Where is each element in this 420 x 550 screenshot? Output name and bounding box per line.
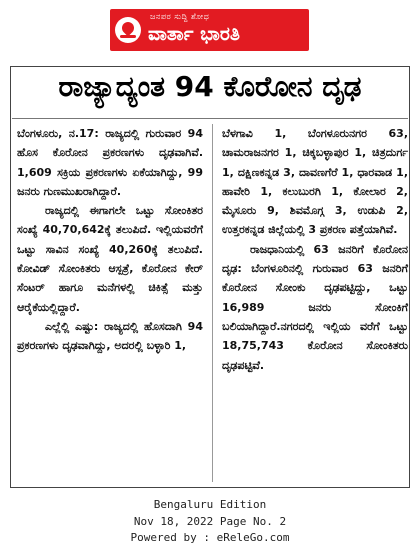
article-paragraph: ಬೆಳಗಾವಿ 1, ಬೆಂಗಳೂರುನಗರ 63, ಚಾಮರಾಜನಗರ 1, ಚಿಕ್ಕಬಳ್ಳಾಪುರ 1, ಚಿತ್ರದುರ್ಗ 1, ದಕ್ಷಿಣಕನ್ನಡ 3, ದಾವಣಗೆರೆ 1, ಧಾರವಾಡ 1, ಹಾವೇರಿ 1, ಕಲುಬುರಗಿ 1, ಕೋಲಾರ 2, ಮೈಸೂರು 9, ಶಿವಮೊಗ್ಗ 3, ಉಡುಪಿ 2, ಉತ್ತರಕನ್ನಡ ಜಿಲ್ಲೆಯಲ್ಲಿ 3 ಪ್ರಕರಣ ಪತ್ತೆಯಾಗಿವೆ. [222,127,408,237]
article-paragraph: ರಾಜಧಾನಿಯಲ್ಲಿ 63 ಜನರಿಗೆ ಕೊರೋನ ದೃಢ: ಬೆಂಗಳೂರಿನಲ್ಲಿ ಗುರುವಾರ 63 ಜನರಿಗೆ ಕೊರೋನ ಸೋಂಕು ದೃಢಪಟ್ಟಿದ್ದು, ಒಟ್ಟು 16,989 ಜನರು ಸೋಂಕಿಗೆ ಬಲಿಯಾಗಿದ್ದಾರೆ.ನಗರದಲ್ಲಿ ಇಲ್ಲಿಯ ವರೆಗೆ ಒಟ್ಟು 18,75,743 ಕೊರೋನ ಸೋಂಕಿತರು ದೃಢಪಟ್ಟಿವೆ. [222,242,408,372]
article-paragraph: ರಾಜ್ಯದಲ್ಲಿ ಈಗಾಗಲೇ ಒಟ್ಟು ಸೋಂಕಿತರ ಸಂಖ್ಯೆ 40,70,642ಕ್ಕೆ ತಲುಪಿದೆ. ಇಲ್ಲಿಯವರೆಗೆ ಒಟ್ಟು ಸಾವಿನ ಸಂಖ್ಯೆ 40,260ಕ್ಕೆ ತಲುಪಿದೆ. ಕೋವಿಡ್ ಸೋಂಕಿತರು ಆಸ್ಪತ್ರೆ, ಕೊರೋನ ಕೇರ್ ಸೆಂಟರ್ ಹಾಗೂ ಮನೆಗಳಲ್ಲಿ ಚಿಕಿತ್ಸೆ ಮತ್ತು ಆರೈಕೆಯಲ್ಲಿದ್ದಾರೆ. [17,204,203,314]
article-column-right [222,124,408,375]
article-column-left [17,124,203,356]
newspaper-name: ವಾರ್ತಾ ಭಾರತಿ [148,23,240,45]
article-paragraph: ಎಲ್ಲೆಲ್ಲಿ ಎಷ್ಟು: ರಾಜ್ಯದಲ್ಲಿ ಹೊಸದಾಗಿ 94 ಪ್ರಕರಣಗಳು ದೃಢವಾಗಿದ್ದು, ಅದರಲ್ಲಿ ಬಳ್ಳಾರಿ 1, [17,319,203,353]
edition-label: Bengaluru Edition [153,498,267,511]
headline-divider [12,118,408,119]
powered-by-label: Powered by : eReleGo.com [130,531,290,544]
date-page-label: Nov 18, 2022 Page No. 2 [133,514,287,528]
newspaper-logo-icon [115,17,141,43]
article-paragraph: ಬೆಂಗಳೂರು, ನ.17: ರಾಜ್ಯದಲ್ಲಿ ಗುರುವಾರ 94 ಹೊಸ ಕೊರೋನ ಪ್ರಕರಣಗಳು ದೃಢವಾಗಿವೆ. 1,609 ಸಕ್ರಿಯ ಪ್ರಕರಣಗಳು ಏಕೆಯಾಗಿದ್ದು, 99 ಜನರು ಗುಣಮುಖರಾಗಿದ್ದಾರೆ. [17,127,203,198]
page-footer [0,497,420,547]
newspaper-masthead [110,9,309,51]
masthead-tagline: ಜನಪರ ಸುದ್ದಿ ಶೋಧ [150,12,210,21]
article-headline: ರಾಜ್ಯಾದ್ಯಂತ 94 ಕೊರೋನ ದೃಢ [58,70,362,103]
column-divider [212,124,213,482]
